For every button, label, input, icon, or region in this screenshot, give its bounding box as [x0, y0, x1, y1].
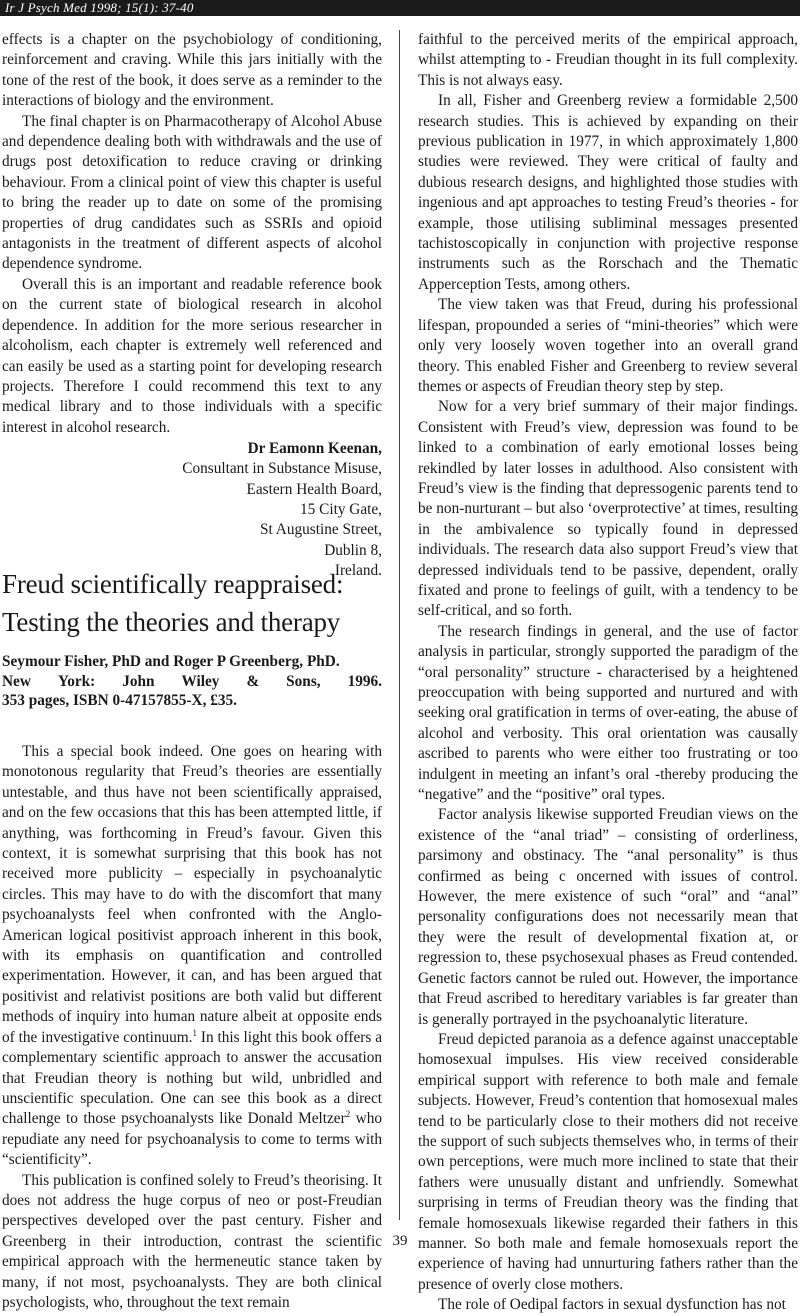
publisher-word: & — [246, 672, 260, 690]
book-details: 353 pages, ISBN 0-47157855-X, £35. — [2, 692, 237, 709]
publisher-word: Wiley — [181, 672, 220, 690]
page-number: 39 — [392, 1233, 408, 1249]
book-authors: Seymour Fisher, PhD and Roger P Greenberg, PhD. — [2, 653, 340, 670]
footnote-ref: 2 — [345, 1109, 351, 1120]
left-column-top — [2, 30, 382, 581]
journal-header-bar — [0, 0, 800, 16]
publisher-word: York: — [57, 672, 96, 690]
paragraph: effects is a chapter on the psychobiology of conditioning, reinforcement and craving. While this jars initially with the tone of the rest of the book, it does serve as a reminder to the interactions of biology and the environment. — [2, 31, 382, 110]
column-divider — [399, 30, 400, 1220]
paragraph: Overall this is an important and readable reference book on the current state of biological research in alcohol dependence. In addition for the more serious researcher in alcoholism, each chapter is extremely well referenced and can easily be used as a starting point for developing research projects. Therefore I could recommend this text to any medical library and to those individuals with a specific interest in alcohol research. — [2, 275, 382, 436]
paragraph: The view taken was that Freud, during his professional lifespan, propounded a series of “mini-theories” which were only very loosely woven together into an overall grand theory. This enabled Fisher and Greenberg to review several themes or aspects of Freudian theory step by step. — [418, 296, 798, 395]
book-bibliographic-info — [2, 652, 382, 711]
book-publisher — [2, 672, 382, 692]
left-column-review-body — [2, 742, 382, 1313]
publisher-word: New — [2, 672, 31, 690]
paragraph: Freud depicted paranoia as a defence against unacceptable homosexual impulses. His view received considerable empirical support with reference to both male and female subjects. However, Freud’s contention that homosexual males tend to be particularly close to their mothers did not receive the support of such subjects themselves who, in terms of their own perceptions, were much more inclined to state that their fathers were unusually distant and unfriendly. Somewhat surprising in terms of Freudian theory was the finding that female homosexuals likewise regarded their fathers in this manner. So both male and female homosexuals report the experience of having had unnurturing fathers rather than the presence of overly close mothers. — [418, 1030, 798, 1293]
paragraph: This a special book indeed. One goes on hearing with monotonous regularity that Freud’s theories are essentially untestable, and thus have not been scientifically appraised, and on the few occasions that this has been attempted little, if anything, was forthcoming in Freud’s favour. Given this context, it is somewhat surprising that this book has not received more publicity – especially in psychoanalytic circles. This may have to do with the discomfort that many psychoanalysts feel when confronted with the Anglo-American logical positivist approach inherent in this book, with its emphasis on quantification and controlled experimentation. However, it can, and has been argued that positivist and relativist positions are both valid but different methods of inquiry into human nature albeit at opposite ends of the investigative continuum.$^1$ In this light this book offers a complementary scientific approach to answer the accusation that Freudian theory is nothing but wild, unbridled and unscientific speculation. One can see this book as a direct challenge to those psychoanalysts like Donald Meltzer$^2$ who repudiate any need for psychoanalysis to come to terms with “scientificity”. — [2, 743, 383, 1169]
signature-line: St Augustine Street, — [260, 521, 382, 539]
paragraph: The research findings in general, and the use of factor analysis in particular, strongly supported the paradigm of the “oral personality” structure - characterised by a heightened preoccupation with being supported and nurtured and with seeking oral gratification in terms of over-eating, the abuse of alcohol and verbosity. This oral orientation was causally ascribed to parents who were either too frustrating or too indulgent in meeting an infant’s oral -thereby producing the “negative” and the “positive” oral types. — [418, 622, 798, 804]
review-title-line: Testing the theories and therapy — [2, 607, 341, 637]
footnote-ref: 1 — [192, 1027, 198, 1038]
paragraph: Factor analysis likewise supported Freudian views on the existence of the “anal triad” – consisting of orderliness, parsimony and obstinacy. The “anal personality” is thus confirmed as being c oncerned with issues of control. However, the mere existence of such “oral” and “anal” personality configurations does not necessarily mean that they were the result of developmental fixation at, or regression to, these psychosexual phases as Freud contended. Genetic factors cannot be ruled out. However, the importance that Freud ascribed to hereditary variables is far greater than is generally portrayed in the psychoanalytic literature. — [418, 806, 798, 1028]
paragraph: The role of Oedipal factors in sexual dysfunction has not — [438, 1296, 786, 1314]
publisher-word: 1996. — [347, 672, 382, 690]
paragraph: The final chapter is on Pharmacotherapy of Alcohol Abuse and dependence dealing both with withdrawals and the use of drugs post detoxification to reduce craving or drinking behaviour. From a clinical point of view this chapter is useful to bring the reader up to date on some of the promising properties of drug candidates such as SSRIs and opioid antagonists in the treatment of different aspects of alcohol dependence syndrome. — [2, 112, 382, 273]
review-title-line: Freud scientifically reappraised: — [2, 569, 344, 599]
publisher-word: Sons, — [286, 672, 321, 690]
journal-citation: Ir J Psych Med 1998; 15(1): 37-40 — [5, 0, 194, 15]
publisher-word: John — [122, 672, 155, 690]
paragraph: In all, Fisher and Greenberg review a formidable 2,500 research studies. This is achieved by expanding on their previous publication in 1977, in which approximately 1,800 studies were reviewed. They were critical of faulty and dubious research designs, and highlighted those studies with ingenious and apt approaches to testing Freud’s theories - for example, those utilising subliminal messages presented tachistoscopically in conjunction with projective response instruments such as the Rorschach and the Thematic Apperception Tests, among others. — [418, 92, 798, 293]
reviewer-signature — [2, 439, 382, 581]
review-title — [2, 565, 398, 641]
signature-line: Ireland. — [334, 561, 382, 579]
reviewer-name: Dr Eamonn Keenan, — [247, 440, 382, 458]
paragraph: faithful to the perceived merits of the empirical approach, whilst attempting to - Freudian thought in its full complexity. This is not always easy. — [418, 31, 798, 89]
signature-line: Dublin 8, — [324, 541, 382, 559]
signature-line: Consultant in Substance Misuse, — [182, 460, 382, 478]
signature-line: 15 City Gate, — [300, 501, 382, 519]
paragraph: This publication is confined solely to Freud’s theorising. It does not address the huge corpus of neo or post-Freudian perspectives developed over the past century. Fisher and Greenberg in their introduction, contrast the scientific empirical approach with the hermeneutic stance taken by many, if not most, psychoanalysts. They are both clinical psychologists, who, throughout the text remain — [2, 1171, 382, 1311]
paragraph: Now for a very brief summary of their major findings. Consistent with Freud’s view, depression was found to be linked to a combination of early emotional losses being rekindled by later losses in adulthood. Also consistent with Freud’s view is the finding that depressogenic parents tend to be non-nurturant – but also ‘overprotective’ at times, resulting in the ambivalence so typically found in depressed individuals. The research data also support Freud’s view that depressed individuals tend to be passive, dependent, orally fixated and prone to feelings of guilt, with a tendency to be self-critical, and so forth. — [418, 398, 798, 620]
right-column — [418, 30, 798, 1316]
signature-line: Eastern Health Board, — [246, 480, 382, 498]
